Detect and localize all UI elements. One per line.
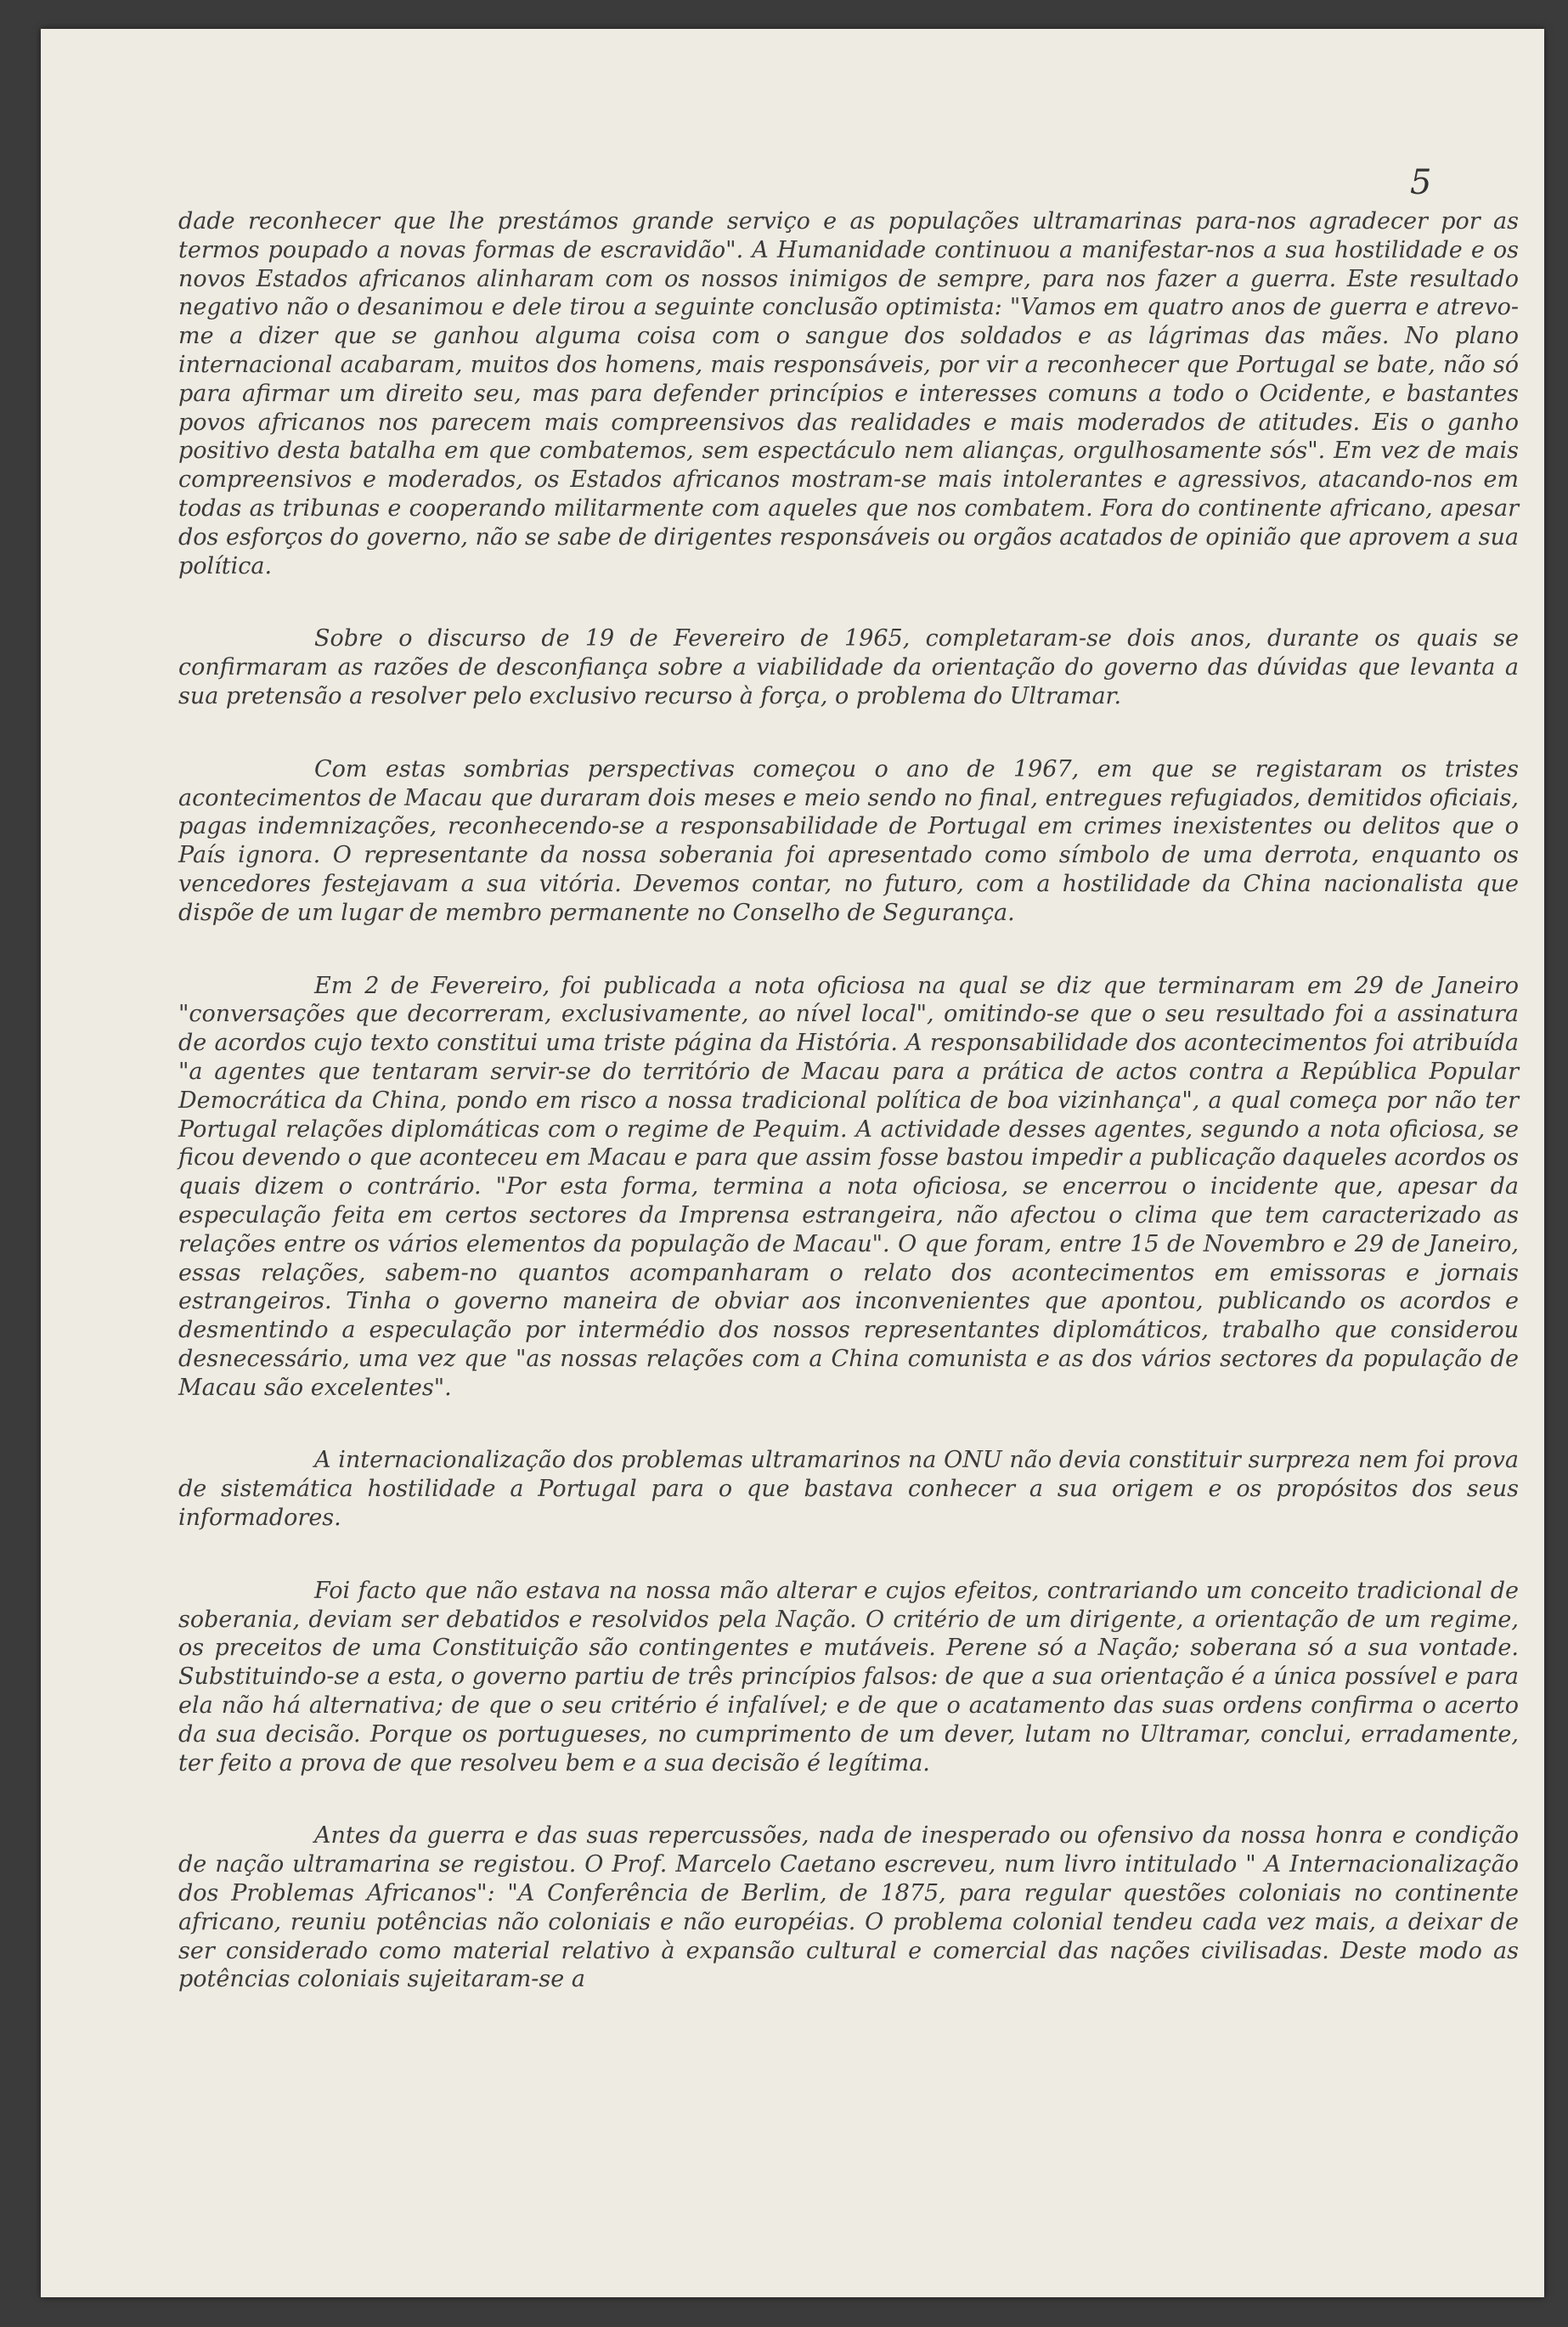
- paragraph: Sobre o discurso de 19 de Fevereiro de 1965, completaram-se dois anos, durante os quais se confirmaram as razões de desconfiança sobre a viabilidade da orientação do governo das dúvidas que levanta a sua pretensão a resolver pelo exclusivo recurso à força, o problema do Ultramar.: [178, 625, 1519, 709]
- page-body: [178, 207, 1519, 1994]
- paragraph: Com estas sombrias perspectivas começou o ano de 1967, em que se registaram os tristes acontecimentos de Macau que duraram dois meses e meio sendo no final, entregues refugiados, demitidos oficiais, pagas indemnizações, reconhecendo-se a responsabilidade de Portugal em crimes inexistentes ou delitos que o País ignora. O representante da nossa soberania foi apresentado como símbolo de uma derrota, enquanto os vencedores festejavam a sua vitória. Devemos contar, no futuro, com a hostilidade da China nacionalista que dispõe de um lugar de membro permanente no Conselho de Segurança.: [178, 755, 1519, 926]
- paragraph: A internacionalização dos problemas ultramarinos na ONU não devia constituir surpreza nem foi prova de sistemática hostilidade a Portugal para o que bastava conhecer a sua origem e os propósitos dos seus informadores.: [178, 1447, 1519, 1532]
- paragraph: dade reconhecer que lhe prestámos grande serviço e as populações ultramarinas para-nos agradecer por as termos poupado a novas formas de escravidão". A Humanidade continuou a manifestar-nos a sua hostilidade e os novos Estados africanos alinharam com os nossos inimigos de sempre, para nos fazer a guerra. Este resultado negativo não o desanimou e dele tirou a seguinte conclusão optimista: "Vamos em quatro anos de guerra e atrevo-me a dizer que se ganhou alguma coisa com o sangue dos soldados e as lágrimas das mães. No plano internacional acabaram, muitos dos homens, mais responsáveis, por vir a reconhecer que Portugal se bate, não só para afirmar um direito seu, mas para defender princípios e interesses comuns a todo o Ocidente, e bastantes povos africanos nos parecem mais compreensivos das realidades e mais moderados de atitudes. Eis o ganho positivo desta batalha em que combatemos, sem espectáculo nem alianças, orgulhosamente sós". Em vez de mais compreensivos e moderados, os Estados africanos mostram-se mais intolerantes e agressivos, atacando-nos em todas as tribunas e cooperando militarmente com aqueles que nos combatem. Fora do continente africano, apesar dos esforços do governo, não se sabe de dirigentes responsáveis ou orgãos acatados de opinião que aprovem a sua política.: [178, 208, 1519, 579]
- paragraph: Em 2 de Fevereiro, foi publicada a nota oficiosa na qual se diz que terminaram em 29 de Janeiro "conversações que decorreram, exclusivamente, ao nível local", omitindo-se que o seu resultado foi a assinatura de acordos cujo texto constitui uma triste página da História. A responsabilidade dos acontecimentos foi atribuída "a agentes que tentaram servir-se do território de Macau para a prática de actos contra a República Popular Democrática da China, pondo em risco a nossa tradicional política de boa vizinhança", a qual começa por não ter Portugal relações diplomáticas com o regime de Pequim. A actividade desses agentes, segundo a nota oficiosa, se ficou devendo o que aconteceu em Macau e para que assim fosse bastou impedir a publicação daqueles acordos os quais dizem o contrário. "Por esta forma, termina a nota oficiosa, se encerrou o incidente que, apesar da especulação feita em certos sectores da Imprensa estrangeira, não afectou o clima que tem caracterizado as relações entre os vários elementos da população de Macau". O que foram, entre 15 de Novembro e 29 de Janeiro, essas relações, sabem-no quantos acompanharam o relato dos acontecimentos em emissoras e jornais estrangeiros. Tinha o governo maneira de obviar aos inconvenientes que apontou, publicando os acordos e desmentindo a especulação por intermédio dos nossos representantes diplomáticos, trabalho que considerou desnecessário, uma vez que "as nossas relações com a China comunista e as dos vários sectores da população de Macau são excelentes".: [178, 972, 1519, 1401]
- paragraph: Antes da guerra e das suas repercussões, nada de inesperado ou ofensivo da nossa honra e condição de nação ultramarina se registou. O Prof. Marcelo Caetano escreveu, num livro intitulado " A Internacionalização dos Problemas Africanos": "A Conferência de Berlim, de 1875, para regular questões coloniais no continente africano, reuniu potências não coloniais e não européias. O problema colonial tendeu cada vez mais, a deixar de ser considerado como material relativo à expansão cultural e comercial das nações civilisadas. Deste modo as potências coloniais sujeitaram-se a: [178, 1822, 1519, 1993]
- paragraph: Foi facto que não estava na nossa mão alterar e cujos efeitos, contrariando um conceito tradicional de soberania, deviam ser debatidos e resolvidos pela Nação. O critério de um dirigente, a orientação de um regime, os preceitos de uma Constituição são contingentes e mutáveis. Perene só a Nação; soberana só a sua vontade. Substituindo-se a esta, o governo partiu de três princípios falsos: de que a sua orientação é a única possível e para ela não há alternativa; de que o seu critério é infalível; e de que o acatamento das suas ordens confirma o acerto da sua decisão. Porque os portugueses, no cumprimento de um dever, lutam no Ultramar, conclui, erradamente, ter feito a prova de que resolveu bem e a sua decisão é legítima.: [178, 1577, 1519, 1776]
- page-number: 5: [1410, 163, 1432, 202]
- typed-page: [41, 29, 1544, 2297]
